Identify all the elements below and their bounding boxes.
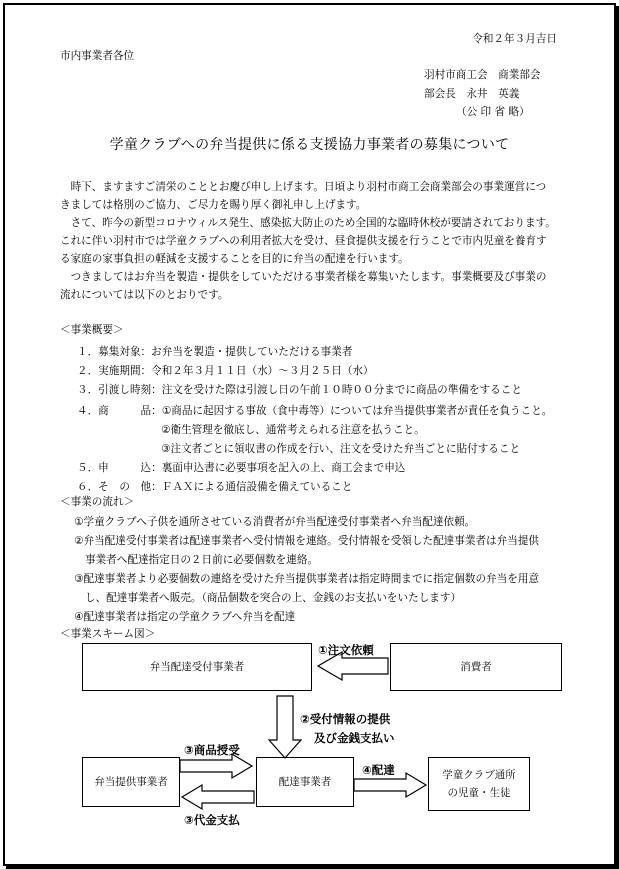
overview-item: ③注文者ごとに領収書の作成を行い、注文を受けた弁当ごとに貼付すること — [161, 443, 521, 455]
overview-item: ３．引渡し時刻：注文を受けた際は引渡し日の午前１０時００分までに商品の準備をすること — [77, 384, 522, 396]
overview-item: ５．申 込：裏面申込書に必要事項を記入の上、商工会まで申込 — [77, 462, 406, 474]
overview-heading: ＜事業概要＞ — [60, 324, 124, 336]
flow-line: ③配達事業者より必要個数の連絡を受けた弁当提供事業者は指定時間までに指定個数の弁当を用意 — [74, 573, 540, 585]
body-line: これに伴い羽村市では学童クラブへの利用者拡大を受け、昼食提供支援を行うことで市内児童を養育す — [60, 235, 547, 247]
deliver-label: ④配達 — [362, 763, 395, 777]
flow-line: ①学童クラブへ子供を通所させている消費者が弁当配達受付事業者へ弁当配達依頼。 — [74, 516, 476, 528]
consumer-label: 消費者 — [460, 661, 492, 673]
order-label: ①注文依頼 — [318, 643, 374, 657]
overview-item: １．募集対象：お弁当を製造・提供していただける事業者 — [77, 346, 353, 358]
date: 令和２年３月吉日 — [472, 33, 557, 45]
sender-org: 羽村市商工会 商業部会 — [424, 69, 541, 81]
info-label-2: 及び金銭支払い — [314, 731, 395, 745]
info-label-1: ②受付情報の提供 — [300, 712, 391, 726]
body-line: る家庭の家事負担の軽減を支援することを目的に弁当の配達を行います。 — [60, 253, 409, 265]
info-arrow — [269, 696, 301, 758]
provider-label: 弁当提供事業者 — [94, 776, 168, 788]
body-line: きましては格別のご協力、ご尽力を賜り厚く御礼申し上げます。 — [60, 199, 367, 211]
goods-label: ③商品授受 — [184, 743, 240, 757]
overview-item: ２．実施期間：令和２年３月１１日（水）～３月２５日（水） — [77, 365, 374, 377]
seal-note: （公 印 省 略） — [456, 106, 530, 118]
sender-chair: 部会長 永井 英義 — [424, 88, 520, 100]
reception-label: 弁当配達受付事業者 — [149, 661, 245, 673]
payment-arrow — [182, 785, 254, 809]
flow-heading: ＜事業の流れ＞ — [60, 496, 135, 508]
body-line: つきましてはお弁当を製造・提供をしていただける事業者様を募集いたします。事業概要及び事業の — [60, 271, 547, 283]
body-line: 流れについては以下のとおりです。 — [60, 289, 229, 301]
body-line: 時下、ますますご清栄のこととお慶び申し上げます。日頃より羽村市商工会商業部会の事業運営につ — [60, 181, 547, 193]
delivery-label: 配達事業者 — [278, 776, 332, 788]
kids-label-line1: 学童クラブ通所 — [442, 769, 516, 781]
flow-line: し、配達事業者へ販売。（商品個数を突合の上、金銭のお支払いをいたします） — [85, 592, 462, 604]
flow-line: ④配達事業者は指定の学童クラブへ弁当を配達 — [74, 611, 296, 623]
kids-label-line2: の児童・生徒 — [447, 787, 511, 799]
payment-label: ③代金支払 — [184, 813, 240, 827]
scheme-heading: ＜事業スキーム図＞ — [60, 628, 156, 640]
addressee: 市内事業者各位 — [60, 50, 135, 62]
flow-line: ②弁当配達受付事業者は配達事業者へ受付情報を連絡。受付情報を受領した配達事業者は弁当提供 — [74, 535, 540, 547]
page-title: 学童クラブへの弁当提供に係る支援協力事業者の募集について — [109, 137, 510, 153]
overview-item: ４．商 品：①商品に起因する事故（食中毒等）については弁当提供事業者が責任を負うこと。 — [77, 405, 553, 417]
body-line: さて、昨今の新型コロナウィルス発生、感染拡大防止のため全国的な臨時休校が要請されております。 — [60, 217, 556, 229]
overview-item: ②衛生管理を徹底し、通常考えられる注意を払うこと。 — [161, 424, 425, 436]
overview-item: ６．そ の 他：ＦＡＸによる通信設備を備えていること — [77, 481, 353, 493]
flow-line: 事業者へ配達指定日の２日前に必要個数を連絡。 — [85, 554, 319, 566]
